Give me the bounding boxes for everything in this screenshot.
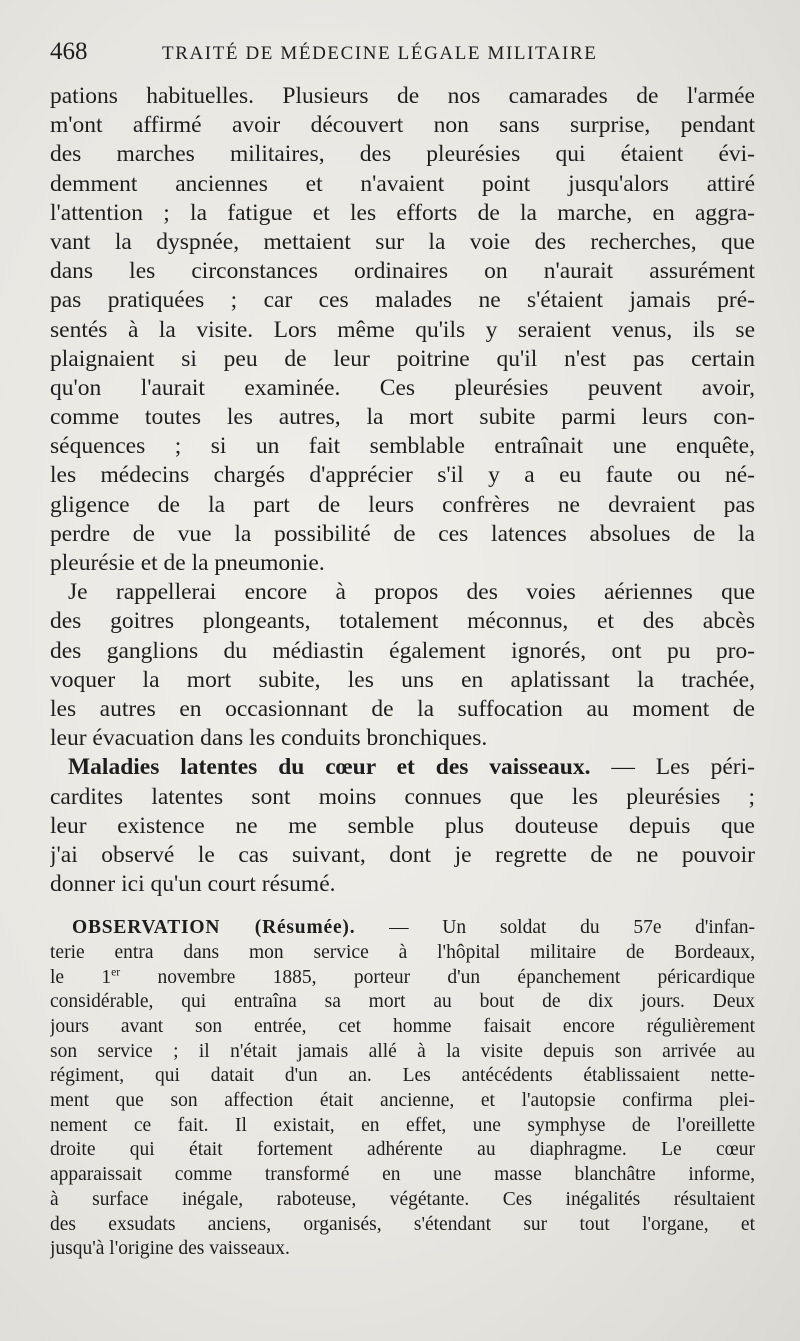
paragraph-spacer: [50, 899, 755, 916]
text-line: vant la dyspnée, mettaient sur la voie des recherches, que: [50, 228, 755, 255]
text-line: pleurésie et de la pneumonie.: [50, 550, 325, 576]
page-number: 468: [50, 38, 88, 65]
text-line: demment anciennes et n'avaient point jusqu'alors attiré: [50, 170, 755, 197]
observation-heading: OBSERVATION (Résumée).: [72, 917, 356, 939]
text-line: régiment, qui datait d'un an. Les antécédents établissaient nette-: [50, 1065, 755, 1087]
text-fragment: — Les péri-: [590, 754, 755, 781]
text-line: plaignaient si peu de leur poitrine qu'il n'est pas certain: [50, 345, 755, 372]
text-line: [50, 966, 755, 991]
text-line: des marches militaires, des pleurésies qui étaient évi-: [50, 141, 755, 168]
text-line: leur existence ne me semble plus douteuse depuis que: [50, 812, 755, 839]
text-line: cardites latentes sont moins connues que les pleurésies ;: [50, 783, 755, 810]
text-line: à surface inégale, raboteuse, végétante. Ces inégalités résultaient: [50, 1188, 755, 1210]
text-line: son service ; il n'était jamais allé à la visite depuis son arrivée au: [50, 1040, 755, 1062]
text-line: pations habituelles. Plusieurs de nos camarades de l'armée: [50, 83, 755, 109]
text-line: jusqu'à l'origine des vaisseaux.: [50, 1238, 290, 1260]
text-line: considérable, qui entraîna sa mort au bout de dix jours. Deux: [50, 991, 755, 1013]
text-line: perdre de vue la possibilité de ces latences absolues de la: [50, 520, 755, 547]
text-line: terie entra dans mon service à l'hôpital militaire de Bordeaux,: [50, 941, 755, 963]
text-line: jours avant son entrée, cet homme faisait encore régulièrement: [50, 1016, 755, 1037]
text-line: pas pratiquées ; car ces malades ne s'étaient jamais pré-: [50, 287, 755, 314]
section-heading: Maladies latentes du cœur et des vaisseaux.: [68, 754, 591, 781]
text-line: l'attention ; la fatigue et les efforts de la marche, en aggra-: [50, 199, 755, 226]
text-line: nement ce fait. Il existait, en effet, une symphyse de l'oreillette: [50, 1114, 755, 1136]
text-line: dans les circonstances ordinaires on n'aurait assurément: [50, 258, 755, 285]
text-fragment: — Un soldat du 57e d'infan-: [355, 917, 755, 939]
text-line: séquences ; si un fait semblable entraînait une enquête,: [50, 433, 755, 460]
text-line: ment que son affection était ancienne, et l'autopsie confirma plei-: [50, 1090, 755, 1112]
text-line: voquer la mort subite, les uns en aplatissant la trachée,: [50, 666, 755, 693]
page-body: [50, 82, 755, 1262]
paragraph-maladies-coeur: [50, 753, 755, 899]
text-line: qu'on l'aurait examinée. Ces pleurésies peuvent avoir,: [50, 374, 755, 401]
text-line: droite qui était fortement adhérente au diaphragme. Le cœur: [50, 1139, 755, 1161]
paragraph-pleuresies: [50, 82, 755, 578]
text-line: apparaissait comme transformé en une masse blanchâtre informe,: [50, 1164, 755, 1186]
running-title: TRAITÉ DE MÉDECINE LÉGALE MILITAIRE: [162, 43, 598, 64]
text-line: [50, 916, 755, 941]
text-line: gligence de la part de leurs confrères ne devraient pas: [50, 491, 755, 518]
page-header: [50, 38, 750, 68]
text-line: m'ont affirmé avoir découvert non sans surprise, pendant: [50, 112, 755, 139]
text-line: [50, 753, 755, 782]
observation-block: [50, 916, 755, 1262]
text-line: Je rappellerai encore à propos des voies aériennes que: [68, 579, 755, 606]
text-line: donner ici qu'un court résumé.: [50, 871, 336, 898]
text-line: comme toutes les autres, la mort subite parmi leurs con-: [50, 404, 755, 431]
text-fragment: le 1: [50, 966, 112, 988]
ordinal-superscript: er: [111, 965, 121, 979]
text-line: des goitres plongeants, totalement méconnus, et des abcès: [50, 608, 755, 635]
text-line: les autres en occasionnant de la suffocation au moment de: [50, 695, 755, 722]
text-line: j'ai observé le cas suivant, dont je regrette de ne pouvoir: [50, 841, 755, 868]
text-line: des ganglions du médiastin également ignorés, ont pu pro-: [50, 637, 755, 664]
text-fragment: novembre 1885, porteur d'un épanchement péricardique: [120, 966, 755, 988]
text-line: les médecins chargés d'apprécier s'il y a eu faute ou né-: [50, 462, 755, 489]
text-line: sentés à la visite. Lors même qu'ils y seraient venus, ils se: [50, 316, 755, 343]
paragraph-voies-aeriennes: [50, 578, 755, 753]
text-line: leur évacuation dans les conduits bronchiques.: [50, 725, 488, 752]
text-line: des exsudats anciens, organisés, s'étendant sur tout l'organe, et: [50, 1213, 755, 1235]
